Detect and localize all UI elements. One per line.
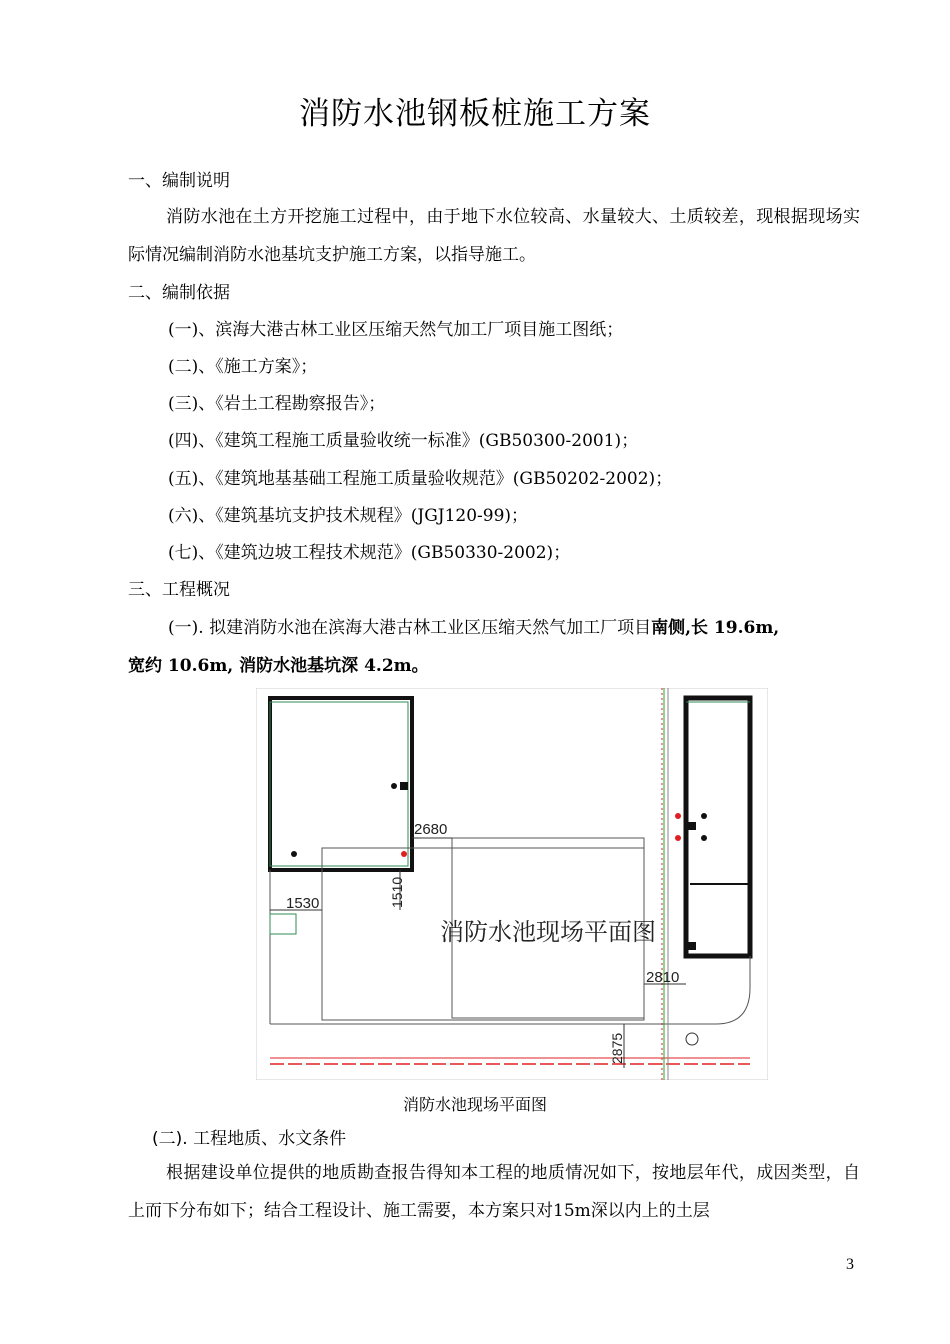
dim-1510: 1510 — [389, 876, 405, 908]
basis-item: (二)、《施工方案》； — [168, 357, 318, 377]
basis-item: (六)、《建筑基坑支护技术规程》(JGJ120-99)； — [168, 506, 529, 526]
basis-item: (一)、滨海大港古林工业区压缩天然气加工厂项目施工图纸； — [168, 320, 624, 340]
section-1-paragraph: 消防水池在土方开挖施工过程中，由于地下水位较高、水量较大、土质较差，现根据现场实际情况编制消防水池基坑支护施工方案，以指导施工。 — [128, 207, 860, 265]
section-heading-3: 三、工程概况 — [128, 580, 230, 600]
basis-item: (七)、《建筑边坡工程技术规范》(GB50330-2002)； — [168, 543, 571, 563]
page-number: 3 — [846, 1256, 854, 1273]
page-title: 消防水池钢板桩施工方案 — [299, 96, 651, 132]
figure-caption: 消防水池现场平面图 — [402, 1095, 547, 1114]
section-3-2-heading: (二). 工程地质、水文条件 — [152, 1129, 347, 1149]
dim-1530: 1530 — [286, 895, 320, 912]
section-heading-1: 一、编制说明 — [128, 171, 230, 191]
section-3-2-paragraph: 根据建设单位提供的地质勘查报告得知本工程的地质情况如下，按地层年代，成因类型，自上而下分布如下；结合工程设计、施工需要，本方案只对15m深以内上的土层 — [128, 1163, 860, 1221]
basis-item: (三)、《岩土工程勘察报告》； — [168, 394, 386, 414]
overview-item-1-text: (一). 拟建消防水池在滨海大港古林工业区压缩天然气加工厂项目 — [168, 618, 652, 638]
overview-item-1-bold: 南侧,长 19.6m, — [651, 618, 780, 638]
dim-2810: 2810 — [646, 969, 680, 986]
section-heading-2: 二、编制依据 — [128, 283, 230, 303]
overview-item-1-line2: 宽约 10.6m, 消防水池基坑深 4.2m。 — [128, 656, 429, 676]
site-plan-figure — [256, 688, 768, 1080]
basis-item: (五)、《建筑地基基础工程施工质量验收规范》(GB50202-2002)； — [168, 469, 673, 489]
basis-item: (四)、《建筑工程施工质量验收统一标准》(GB50300-2001)； — [168, 431, 639, 451]
dim-2875: 2875 — [609, 1032, 625, 1064]
figure-inner-label: 消防水池现场平面图 — [440, 918, 656, 946]
overview-item-1 — [168, 618, 779, 638]
dim-2680: 2680 — [414, 821, 448, 838]
